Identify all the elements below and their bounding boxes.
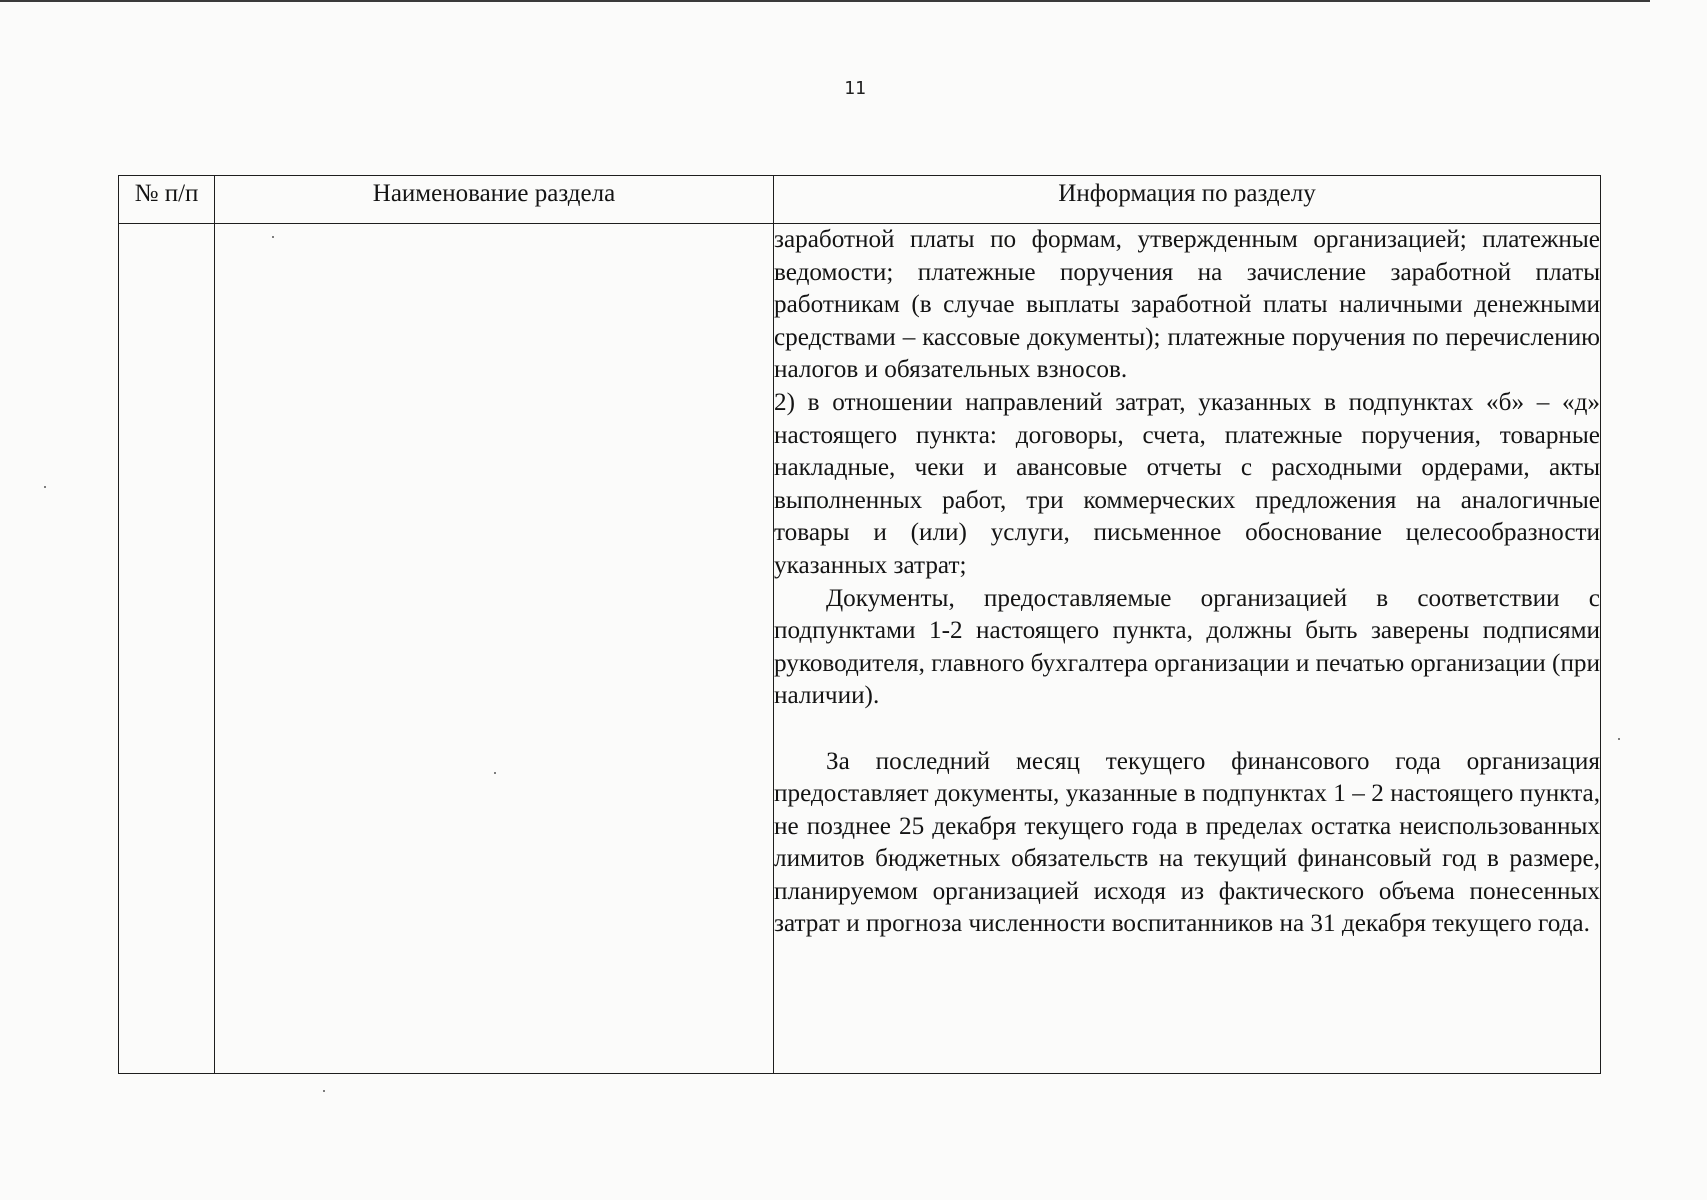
header-number: № п/п: [119, 176, 215, 224]
page-top-rule: [0, 0, 1650, 2]
scan-speck: [44, 486, 46, 488]
info-paragraph-1: заработной платы по формам, утвержденным организацией; платежные ведомости; платежные поручения на зачисление заработной платы работникам (в случае выплаты заработной платы наличными денежными средствами – кассовые документы); платежные поручения по перечислению налогов и обязательных взносов.: [774, 226, 1600, 384]
row-section-name-cell: [215, 224, 774, 1074]
scan-speck: [494, 772, 496, 774]
scan-speck: [1618, 738, 1620, 740]
row-number-cell: [119, 224, 215, 1074]
table-header-row: [119, 176, 1601, 224]
row-section-info-cell: [774, 224, 1601, 1074]
header-section-info: Информация по разделу: [774, 176, 1601, 224]
header-section-name: Наименование раздела: [215, 176, 774, 224]
section-table: [118, 175, 1601, 1074]
scan-speck: [272, 236, 274, 238]
info-paragraph-4: За последний месяц текущего финансового года организация предоставляет документы, указанные в подпунктах 1 – 2 настоящего пункта, не позднее 25 декабря текущего года в пределах остатка неиспользованных лимитов бюджетных обязательств на текущий финансовый год в размере, планируемом организацией исходя из фактического объема понесенных затрат и прогноза численности воспитанников на 31 декабря текущего года.: [774, 747, 1600, 938]
info-paragraph-3: Документы, предоставляемые организацией в соответствии с подпунктами 1-2 настоящего пункта, должны быть заверены подписями руководителя, главного бухгалтера организации и печатью организации (при наличии).: [774, 584, 1600, 710]
page-number: 11: [844, 78, 866, 99]
info-paragraph-2: 2) в отношении направлений затрат, указанных в подпунктах «б» – «д» настоящего пункта: договоры, счета, платежные поручения, товарные накладные, чеки и авансовые отчеты с расходными ордерами, акты выполненных работ, три коммерческих предложения на аналогичные товары и (или) услуги, письменное обоснование целесообразности указанных затрат;: [774, 388, 1600, 579]
table-row: [119, 224, 1601, 1074]
scan-speck: [323, 1090, 325, 1092]
